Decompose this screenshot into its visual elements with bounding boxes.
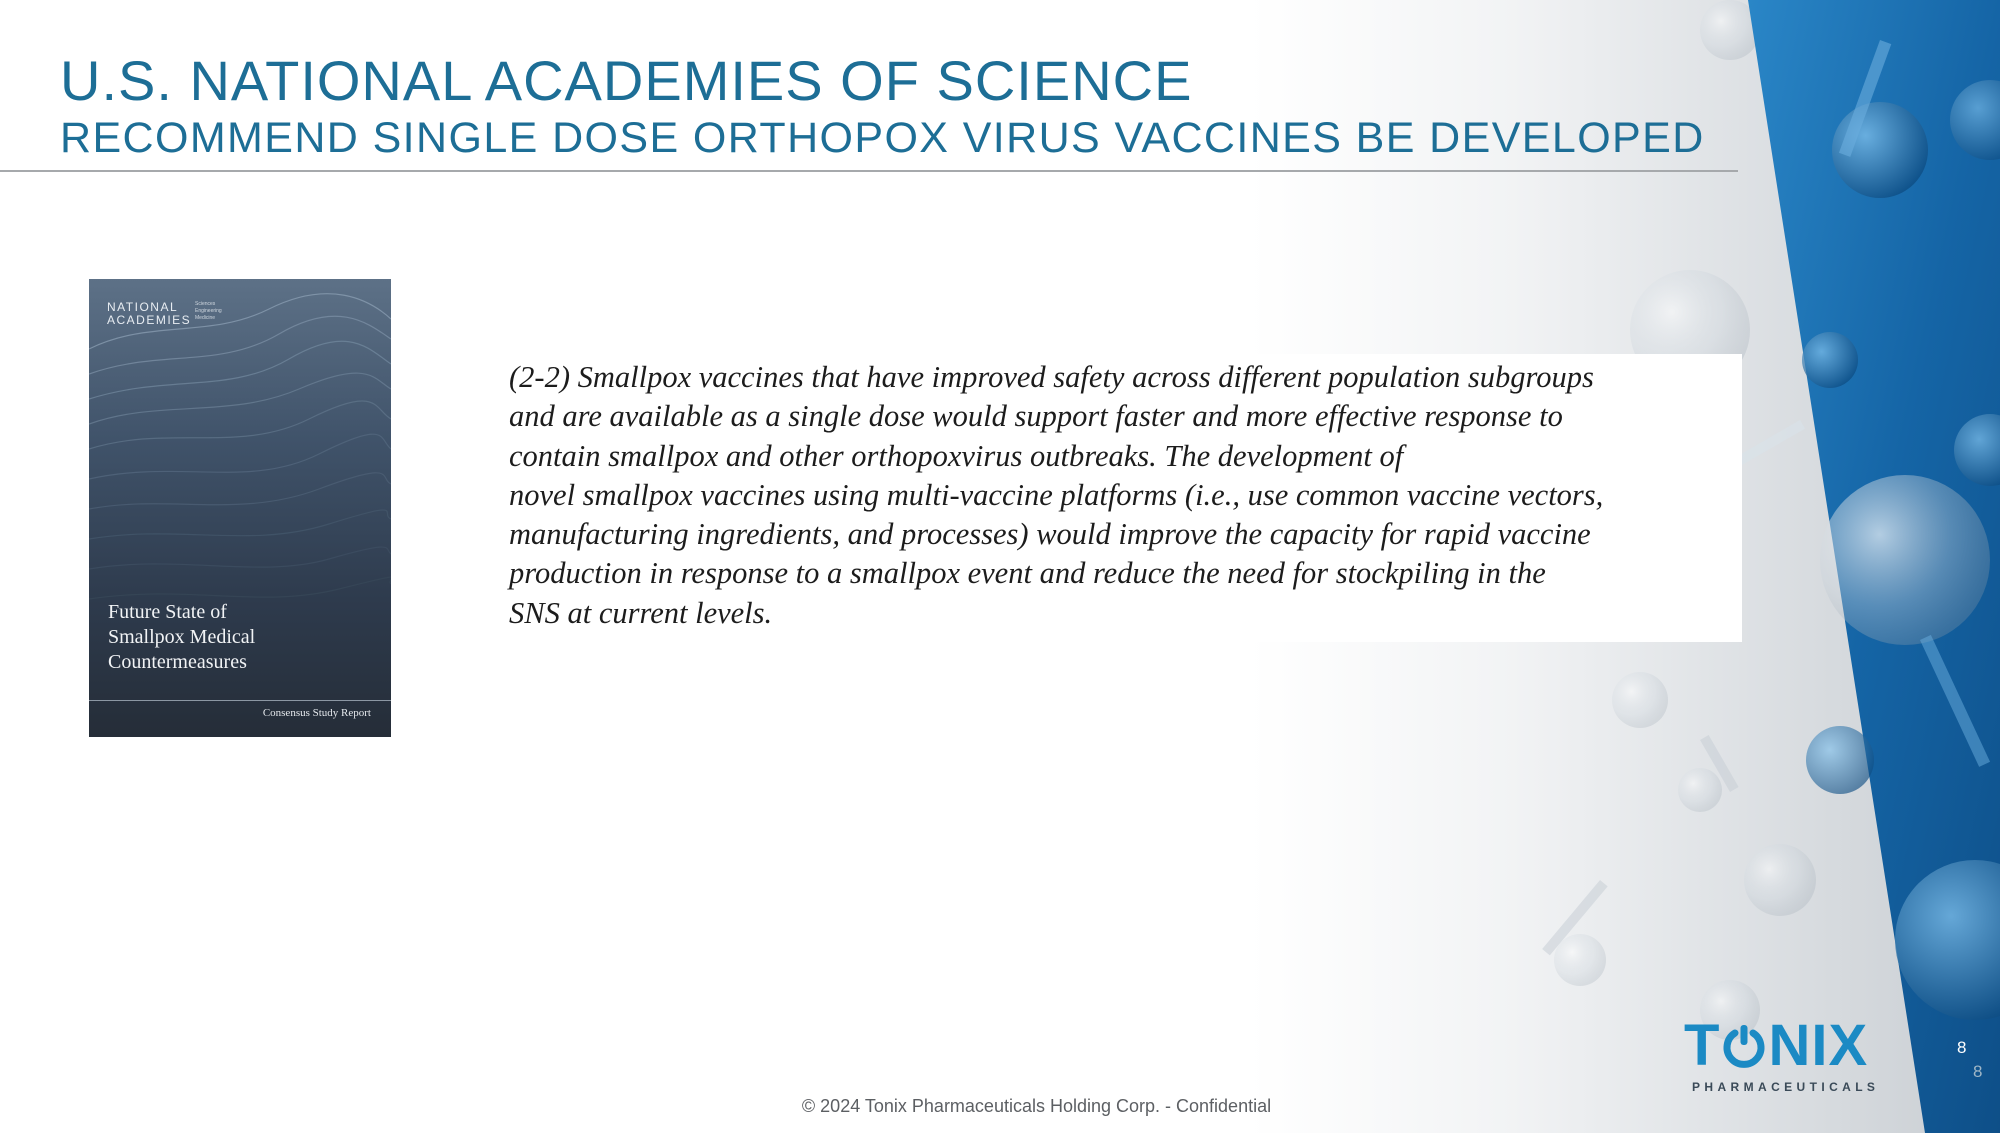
cover-org-line-2: ACADEMIES xyxy=(107,313,192,327)
slide-title: U.S. NATIONAL ACADEMIES OF SCIENCE xyxy=(60,49,1193,112)
cover-divider xyxy=(89,700,391,701)
logo-letters-nix: NIX xyxy=(1768,1013,1869,1078)
cover-title-line-1: Future State of xyxy=(108,601,227,623)
quote-line: novel smallpox vaccines using multi-vaccine platforms (i.e., use common vaccine vectors, xyxy=(509,477,1604,512)
power-icon xyxy=(1721,1020,1767,1066)
quote-text xyxy=(509,358,1749,633)
cover-report-type: Consensus Study Report xyxy=(262,707,371,719)
quote-line: manufacturing ingredients, and processes) would improve the capacity for rapid vaccine xyxy=(509,517,1591,552)
quote-line: (2-2) Smallpox vaccines that have improved safety across different population subgroups xyxy=(509,360,1594,394)
cover-title xyxy=(108,600,378,675)
footer-copyright: © 2024 Tonix Pharmaceuticals Holding Corp. - Confidential xyxy=(801,1096,1272,1116)
logo-wordmark xyxy=(1684,1013,1869,1078)
cover-org-line-1: NATIONAL xyxy=(107,300,179,314)
cover-title-line-2: Smallpox Medical xyxy=(108,626,256,648)
report-cover-image xyxy=(89,279,391,737)
cover-sub-3: Medicine xyxy=(195,315,216,321)
page-number-shadow: 8 xyxy=(1973,1062,1983,1081)
cover-sub-1: Sciences xyxy=(195,301,216,307)
cover-publisher xyxy=(107,301,191,327)
logo-subtitle: PHARMACEUTICALS xyxy=(1692,1080,1880,1094)
title-divider xyxy=(0,170,1738,172)
logo-letter-t: T xyxy=(1684,1013,1721,1078)
quote-line: production in response to a smallpox event and reduce the need for stockpiling in the xyxy=(509,556,1546,591)
recommendation-quote xyxy=(495,354,1742,642)
slide-subtitle: RECOMMEND SINGLE DOSE ORTHOPOX VIRUS VACCINES BE DEVELOPED xyxy=(60,114,1705,162)
quote-line: SNS at current levels. xyxy=(509,595,773,630)
quote-line: contain smallpox and other orthopoxvirus outbreaks. The development of xyxy=(509,438,1404,473)
cover-publisher-sub xyxy=(195,301,222,322)
cover-sub-2: Engineering xyxy=(195,308,222,314)
quote-line: and are available as a single dose would support faster and more effective response to xyxy=(509,399,1563,434)
cover-title-line-3: Countermeasures xyxy=(108,651,247,673)
page-number: 8 xyxy=(1957,1038,1967,1057)
tonix-logo xyxy=(1684,1013,1884,1096)
